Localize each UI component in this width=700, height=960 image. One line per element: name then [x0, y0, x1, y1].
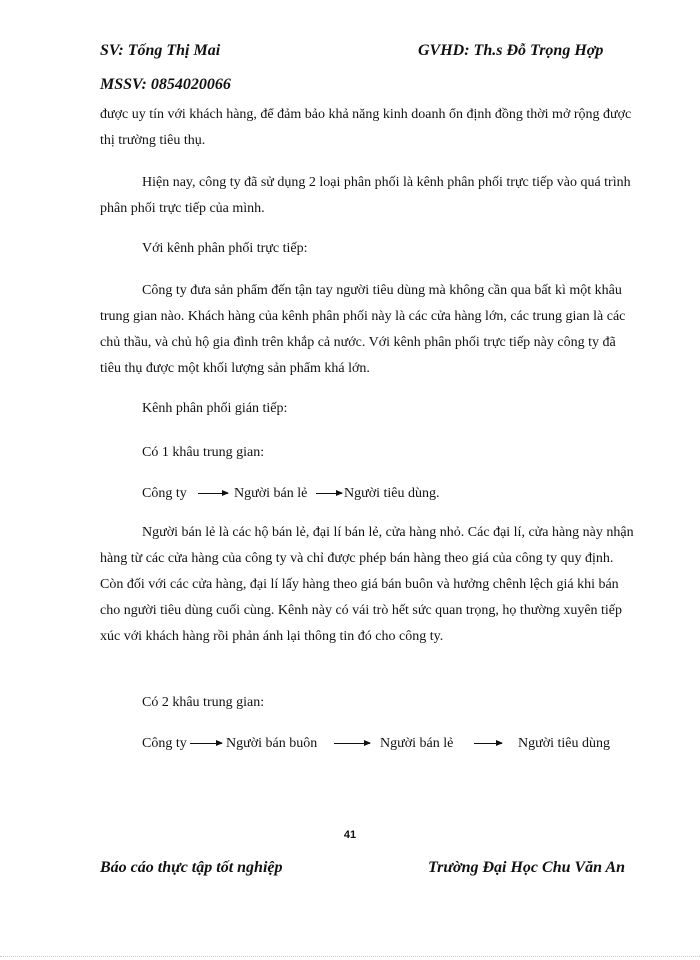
- arrow-right-icon: [198, 493, 228, 494]
- chain2-retailer: Người bán lẻ: [380, 736, 454, 751]
- paragraph-distribution-types: Hiện nay, công ty đã sử dụng 2 loại phân phối là kênh phân phối trực tiếp vào quá trình phân phối trực tiếp của mình.: [100, 175, 631, 216]
- arrow-right-icon: [334, 743, 370, 744]
- arrow-right-icon: [316, 493, 342, 494]
- chain2-company: Công ty: [142, 736, 187, 751]
- heading-one-intermediary: Có 1 khâu trung gian:: [142, 445, 265, 460]
- paragraph-direct-channel: Công ty đưa sản phẩm đến tận tay người tiêu dùng mà không cần qua bất kì một khâu trung gian nào. Khách hàng của kênh phân phối này là các cửa hàng lớn, các trung gian là các chủ thầu, và chủ hộ gia đình trên khắp cả nước. Với kênh phân phối trực tiếp này công ty đã tiêu thụ được một khối lượng sản phẩm khá lớn.: [100, 283, 626, 376]
- heading-indirect-channel: Kênh phân phối gián tiếp:: [142, 401, 288, 416]
- heading-direct-channel: Với kênh phân phối trực tiếp:: [142, 241, 308, 256]
- chain1-consumer: Người tiêu dùng.: [344, 486, 440, 501]
- arrow-right-icon: [190, 743, 222, 744]
- paragraph-retailer-role: Người bán lẻ là các hộ bán lẻ, đại lí bán lẻ, cửa hàng nhỏ. Các đại lí, cửa hàng này nhận hàng từ các cửa hàng của công ty và chỉ được phép bán hàng theo giá của công ty quy định. Còn đối với các cửa hàng, đại lí lấy hàng theo giá bán buôn và hưởng chênh lệch giá khi bán cho người tiêu dùng cuối cùng. Kênh này có vái trò hết sức quan trọng, họ thường xuyên tiếp xúc với khách hàng rồi phản ánh lại thông tin đó cho công ty.: [100, 525, 634, 644]
- heading-two-intermediaries: Có 2 khâu trung gian:: [142, 695, 265, 710]
- page-edge-divider: [0, 956, 700, 957]
- header-student-id: MSSV: 0854020066: [100, 76, 231, 93]
- paragraph-continuation: được uy tín với khách hàng, để đảm bảo khả năng kinh doanh ổn định đồng thời mở rộng được thị trường tiêu thụ.: [100, 107, 632, 148]
- arrow-right-icon: [474, 743, 502, 744]
- footer-school-name: Trường Đại Học Chu Văn An: [428, 859, 626, 876]
- footer-report-title: Báo cáo thực tập tốt nghiệp: [100, 859, 283, 876]
- chain2-consumer: Người tiêu dùng: [518, 736, 610, 751]
- page-number: 41: [343, 829, 357, 841]
- header-advisor-name: GVHD: Th.s Đỗ Trọng Hợp: [418, 42, 604, 59]
- header-student-name: SV: Tống Thị Mai: [100, 42, 221, 59]
- chain1-company: Công ty: [142, 486, 187, 501]
- chain2-wholesaler: Người bán buôn: [226, 736, 318, 751]
- chain1-retailer: Người bán lẻ: [234, 486, 308, 501]
